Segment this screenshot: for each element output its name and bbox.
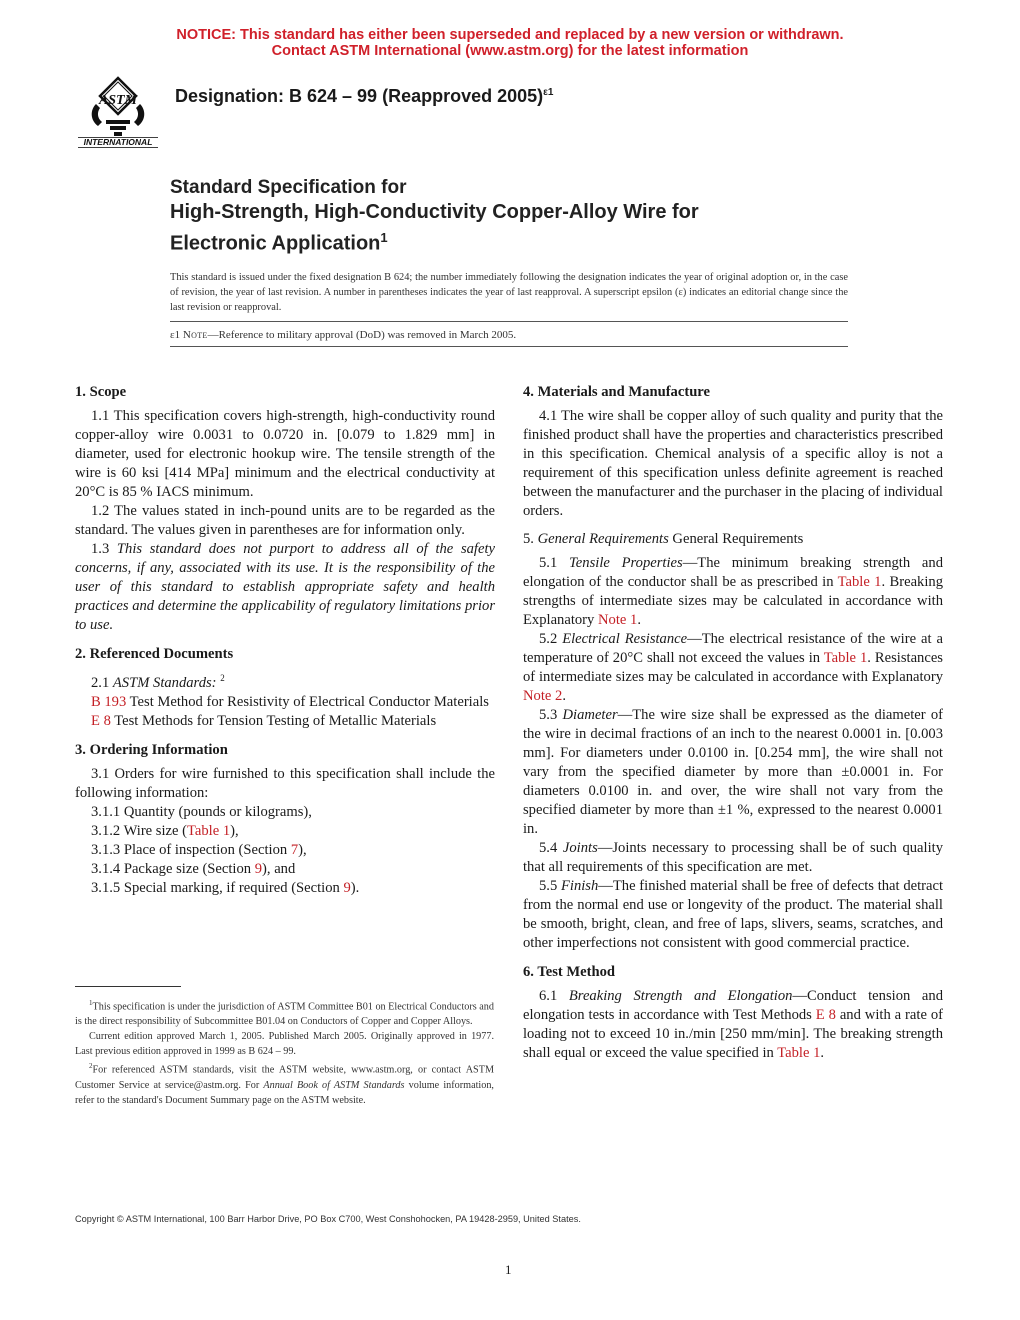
- para-5-3: [523, 706, 943, 839]
- title-line-2: High-Strength, High-Conductivity Copper-Alloy Wire for: [170, 201, 699, 223]
- editorial-note: [170, 329, 516, 341]
- para-2-1-sup: 2: [220, 673, 225, 683]
- section-5-num: 5.: [523, 531, 538, 547]
- page-number: 1: [505, 1262, 512, 1277]
- para-5-5-a: —The finished material shall be free of defects that detract from the normal end use or longevity of the product. The material shall be smooth, bright, clean, and free of laps, slivers, seams, scratches, and other imperfections not consistent with good commercial practice.: [523, 878, 944, 951]
- para-6-1-c: .: [820, 1045, 825, 1061]
- designation: [175, 86, 553, 107]
- para-5-4-num: 5.4: [539, 840, 563, 856]
- para-3-1: 3.1 Orders for wire furnished to this specification shall include the following information:: [75, 765, 495, 801]
- item-3-1-2-a: 3.1.2 Wire size (: [91, 822, 187, 839]
- para-5-1-note-link[interactable]: Note 1: [597, 612, 638, 628]
- ref-e8-link[interactable]: E 8: [91, 712, 111, 729]
- title-line-1: Standard Specification for: [170, 177, 407, 198]
- astm-logo: [76, 74, 160, 150]
- para-6-1-b: and with a rate of loading not to exceed 10 in./min [250 mm/min]. The breaking strength shall equal or exceed the value specified in: [523, 1007, 943, 1061]
- designation-sup: ε1: [543, 87, 554, 98]
- issued-statement: This standard is issued under the fixed designation B 624; the number immediately following the designation indicates the year of original adoption or, in the case of revision, the year of last revision. A number in parentheses indicates the year of last reapproval. A superscript epsilon (ε) indicates an editorial change since the last revision or reapproval.: [170, 272, 848, 313]
- ref-b193: [75, 693, 495, 712]
- item-3-1-4-a: 3.1.4 Package size (Section: [91, 860, 255, 877]
- supersede-notice: [0, 27, 1020, 59]
- para-5-3-italic: Diameter: [562, 707, 618, 723]
- item-3-1-5: [75, 879, 495, 898]
- para-6-1-italic: Breaking Strength and Elongation: [568, 988, 793, 1004]
- para-5-2-italic: Electrical Resistance: [562, 631, 688, 647]
- para-5-1-a: —The minimum breaking strength and elongation of the conductor shall be as prescribed in: [523, 555, 944, 590]
- footnote-rule: [75, 986, 181, 987]
- para-5-2-c: .: [562, 688, 566, 704]
- para-1-3: [75, 540, 495, 635]
- para-4-1: 4.1 The wire shall be copper alloy of such quality and purity that the finished product shall have the properties and characteristics prescribed in this specification. Chemical analysis of a specific alloy is not a requirement of this specification unless definite agreement is reached between the manufacturer and the purchaser in the placing of individual orders.: [523, 408, 943, 519]
- para-1-1: 1.1 This specification covers high-strength, high-conductivity round copper-alloy wire 0.0031 to 0.0720 in. [0.079 to 1.829 mm] in diameter, used for electronic hookup wire. The tensile strength of the wire is 60 ksi [414 MPa] minimum and the electrical conductivity at 20°C is 85 % IACS minimum.: [75, 408, 495, 500]
- section-5-heading: [523, 530, 943, 549]
- para-5-2: [523, 630, 943, 706]
- item-3-1-4: [75, 860, 495, 879]
- rule-top: [170, 321, 848, 322]
- item-3-1-4-link[interactable]: 9: [254, 860, 263, 877]
- footnote-1b: Current edition approved March 1, 2005. Published March 2005. Originally approved in 1977. Last previous edition approved in 1999 as B 624 – 99.: [75, 1031, 494, 1058]
- para-6-1-e8-link[interactable]: E 8: [815, 1007, 836, 1023]
- left-column: [75, 382, 495, 898]
- para-6-1: [523, 987, 943, 1063]
- item-3-1-3-link[interactable]: 7: [290, 841, 299, 858]
- section-5-rest: General Requirements: [668, 531, 804, 547]
- para-5-3-num: 5.3: [539, 707, 563, 723]
- para-1-3-text: This standard does not purport to address all of the safety concerns, if any, associated with its use. It is the responsibility of the user of this standard to establish appropriate safety and health practices and determine the applicability of regulatory limitations prior to use.: [75, 541, 495, 633]
- item-3-1-3: [75, 841, 495, 860]
- para-5-4-italic: Joints: [562, 840, 598, 856]
- item-3-1-2: [75, 822, 495, 841]
- enote-mark: ε1: [170, 329, 181, 341]
- para-5-1-b: . Breaking strengths of intermediate sizes may be calculated in accordance with Explanatory: [523, 574, 943, 628]
- footnote-2: [75, 1059, 494, 1107]
- ref-e8: [75, 712, 495, 731]
- para-5-2-a: —The electrical resistance of the wire at a temperature of 20°C shall not exceed the values in: [523, 631, 943, 666]
- para-2-1-text: ASTM Standards:: [112, 674, 217, 691]
- footnote-1-text: This specification is under the jurisdiction of ASTM Committee B01 on Electrical Conductors and is the direct responsibility of Subcommittee B01.04 on Conductors of Copper and Copper Alloys.: [75, 1001, 494, 1028]
- section-4-heading: 4. Materials and Manufacture: [523, 384, 710, 400]
- ref-e8-text: Test Methods for Tension Testing of Metallic Materials: [110, 712, 437, 729]
- footnote-2-a: For referenced ASTM standards, visit the ASTM website, www.astm.org, or contact ASTM Customer Service at service@astm.org. For: [75, 1064, 494, 1091]
- footnote-2-italic: Annual Book of ASTM Standards: [263, 1079, 405, 1091]
- para-5-2-b: . Resistances of intermediate sizes may be calculated in accordance with Explanatory: [523, 650, 943, 685]
- section-3-heading: 3. Ordering Information: [75, 741, 228, 758]
- item-3-1-1: 3.1.1 Quantity (pounds or kilograms),: [91, 803, 312, 820]
- para-5-4-a: —Joints necessary to processing shall be of such quality that all requirements of this specification are met.: [523, 840, 943, 875]
- copyright: Copyright © ASTM International, 100 Barr Harbor Drive, PO Box C700, West Conshohocken, PA 19428-2959, United States.: [75, 1214, 581, 1224]
- footnote-1-sup: 1: [89, 999, 93, 1007]
- section-2-heading: 2. Referenced Documents: [75, 646, 234, 662]
- enote-label: Note: [182, 329, 208, 341]
- para-1-3-num: 1.3: [91, 541, 117, 557]
- para-5-4: [523, 839, 943, 877]
- para-2-1-num: 2.1: [91, 674, 113, 691]
- item-3-1-3-b: ),: [298, 841, 307, 858]
- footnote-1: [75, 996, 494, 1029]
- item-3-1-5-link[interactable]: 9: [343, 879, 351, 896]
- para-5-2-table-link[interactable]: Table 1: [823, 650, 868, 666]
- logo-caption: INTERNATIONAL: [83, 137, 153, 147]
- para-5-1-table-link[interactable]: Table 1: [837, 574, 882, 590]
- designation-text: Designation: B 624 – 99 (Reapproved 2005): [175, 86, 544, 106]
- item-3-1-5-a: 3.1.5 Special marking, if required (Section: [91, 879, 344, 896]
- para-6-1-table-link[interactable]: Table 1: [777, 1045, 821, 1061]
- para-5-1-num: 5.1: [539, 555, 570, 571]
- item-3-1-3-a: 3.1.3 Place of inspection (Section: [91, 841, 291, 858]
- para-5-2-num: 5.2: [539, 631, 563, 647]
- para-5-2-note-link[interactable]: Note 2: [523, 688, 563, 704]
- para-5-5-italic: Finish: [560, 878, 599, 894]
- item-3-1-2-link[interactable]: Table 1: [187, 822, 231, 839]
- para-1-2: 1.2 The values stated in inch-pound units are to be regarded as the standard. The values given in parentheses are for information only.: [75, 503, 495, 538]
- para-5-5-num: 5.5: [539, 878, 561, 894]
- section-1-heading: 1. Scope: [75, 384, 127, 400]
- footnotes: [75, 996, 494, 1108]
- enote-text: —Reference to military approval (DoD) was removed in March 2005.: [207, 329, 517, 341]
- para-5-1-italic: Tensile Properties: [569, 555, 683, 571]
- section-6-heading: 6. Test Method: [523, 964, 616, 980]
- footnote-2-sup: 2: [89, 1062, 93, 1071]
- document-title: [170, 175, 850, 257]
- item-3-1-5-b: ).: [350, 879, 360, 896]
- para-6-1-a: —Conduct tension and elongation tests in accordance with Test Methods: [523, 988, 943, 1023]
- ref-b193-link[interactable]: B 193: [91, 693, 127, 710]
- para-2-1: [75, 669, 495, 693]
- logo-mark: ASTM: [98, 93, 138, 108]
- right-column: [523, 382, 943, 1063]
- notice-line-2: Contact ASTM International (www.astm.org) for the latest information: [271, 43, 749, 59]
- footnote-2-b: volume information, refer to the standard's Document Summary page on the ASTM website.: [75, 1079, 494, 1106]
- title-sup: 1: [380, 230, 388, 245]
- item-3-1-4-b: ), and: [262, 860, 296, 877]
- para-5-1: [523, 554, 943, 630]
- para-5-5: [523, 877, 943, 953]
- title-line-3: Electronic Application: [170, 232, 381, 255]
- rule-bottom: [170, 346, 848, 347]
- para-6-1-num: 6.1: [539, 988, 569, 1004]
- para-5-3-a: —The wire size shall be expressed as the diameter of the wire in decimal fractions of an inch to the nearest 0.0001 in. [0.003 mm]. For diameters under 0.0100 in. [0.254 mm], the wire shall not vary from the specified diameter by more than ±0.0001 in. For diameters 0.0100 in. and over, the wire shall not vary from the specified diameter by more than ±1 %, expressed to the nearest 0.0001 in.: [523, 707, 944, 837]
- item-3-1-2-b: ),: [230, 822, 239, 839]
- para-5-1-c: .: [637, 612, 641, 628]
- ref-b193-text: Test Method for Resistivity of Electrical Conductor Materials: [126, 693, 489, 710]
- section-5-italic: General Requirements: [537, 531, 669, 547]
- notice-line-1: NOTICE: This standard has either been superseded and replaced by a new version or withdrawn.: [176, 27, 844, 43]
